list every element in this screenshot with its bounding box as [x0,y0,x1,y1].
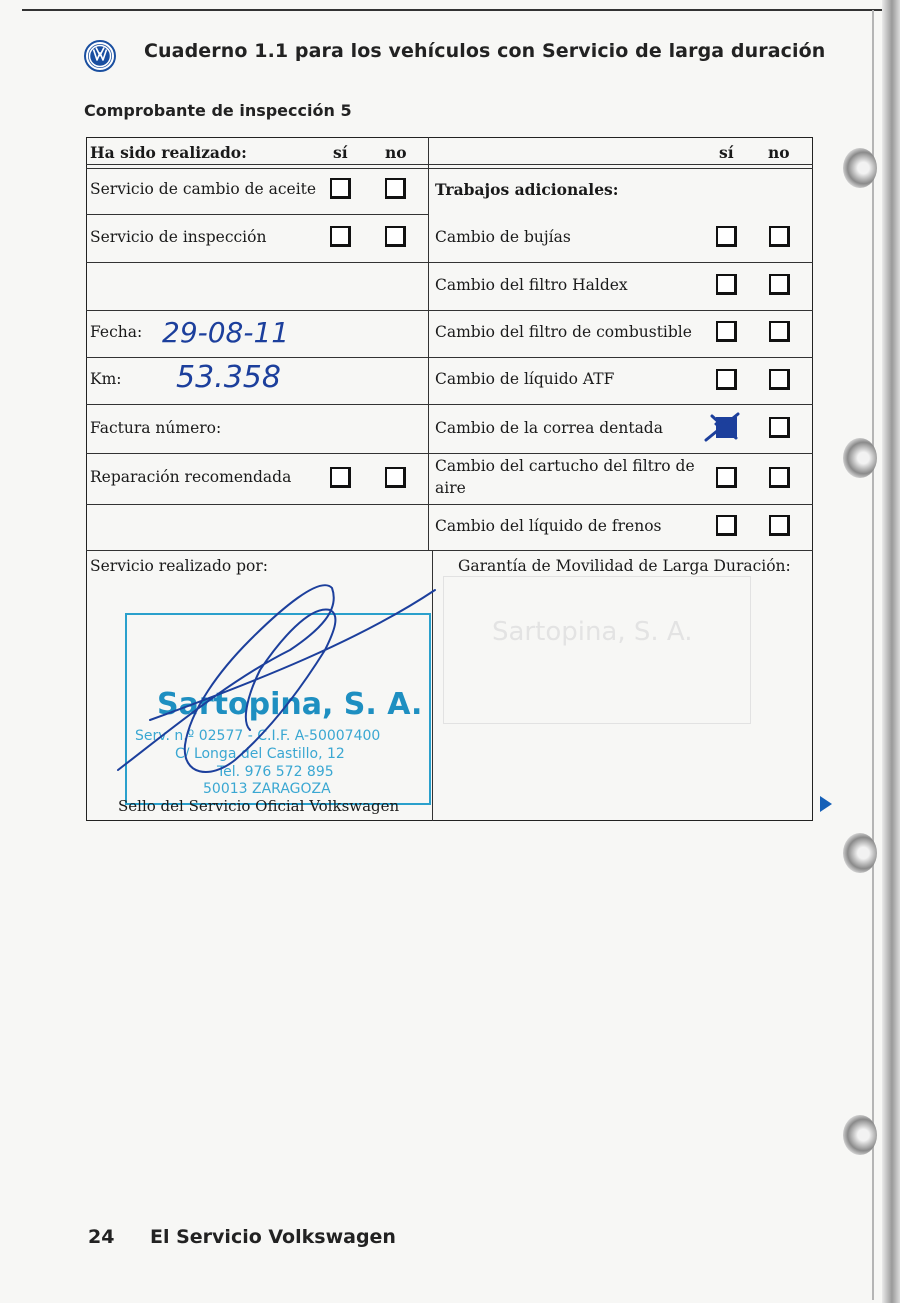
checkbox-no[interactable] [769,321,790,342]
checkbox-si[interactable] [330,226,351,247]
binder-ring [843,438,877,478]
next-page-arrow-icon [820,796,832,812]
signature [110,570,440,810]
binder-ring [843,833,877,873]
row-label: Servicio de cambio de aceite [90,180,317,198]
vw-logo-icon [84,40,116,72]
checkbox-no[interactable] [769,226,790,247]
sello-label: Sello del Servicio Oficial Volkswagen [118,797,400,815]
checkbox-si[interactable] [716,321,737,342]
checkbox-no[interactable] [769,515,790,536]
row-rule [86,357,428,358]
checkbox-no[interactable] [769,417,790,438]
row-rule [428,262,813,263]
row-rule [428,357,813,358]
km-label: Km: [90,370,122,388]
column-divider [428,137,429,550]
binding-edge [882,0,900,1303]
row-label: Cambio del líquido de frenos [435,517,662,535]
checkbox-no[interactable] [769,467,790,488]
check-mark-icon [702,410,742,446]
reparacion-label: Reparación recomendada [90,468,292,486]
stamp-name: Sartopina, S. A. [157,687,423,722]
checkbox-no[interactable] [385,226,406,247]
row-rule [428,504,813,505]
checkbox-no[interactable] [385,178,406,199]
stamp-line: C/ Longa del Castillo, 12 [175,746,345,762]
page-number: 24 [88,1226,115,1248]
stamp-line: 50013 ZARAGOZA [203,781,331,797]
garantia-label: Garantía de Movilidad de Larga Duración: [458,557,791,575]
row-rule [428,404,813,405]
checkbox-si[interactable] [716,515,737,536]
binder-ring [843,1115,877,1155]
row-label: Cambio de la correa dentada [435,419,663,437]
row-rule [428,310,813,311]
fecha-value: 29-08-11 [162,316,290,349]
row-label: Cambio del cartucho del filtro de [435,457,695,475]
stamp-line: Serv. n.º 02577 - C.I.F. A-50007400 [135,728,381,744]
row-label: Cambio del filtro Haldex [435,276,628,294]
section-subheading: Comprobante de inspección 5 [84,101,352,120]
ghost-stamp-name: Sartopina, S. A. [492,617,693,647]
binder-ring [843,148,877,188]
row-rule [86,504,428,505]
servicio-label: Servicio realizado por: [90,557,269,575]
top-rule [22,9,890,11]
row-label: Cambio de líquido ATF [435,370,615,388]
page-edge-line [872,10,874,1300]
show-through-stamp [443,576,751,724]
row-label: Cambio de bujías [435,228,571,246]
checkbox-si[interactable] [330,178,351,199]
stamp-line: Tel. 976 572 895 [217,764,334,780]
checkbox-no[interactable] [769,369,790,390]
page-heading: Cuaderno 1.1 para los vehículos con Servicio de larga duración [144,40,826,62]
km-value: 53.358 [176,360,281,395]
footer-section-title: El Servicio Volkswagen [150,1226,396,1248]
row-rule [86,214,428,215]
checkbox-si[interactable] [716,467,737,488]
row-rule [86,310,428,311]
trabajos-title: Trabajos adicionales: [435,180,619,199]
checkbox-no[interactable] [769,274,790,295]
col-si-label: sí [719,143,734,162]
col-si-label: sí [333,143,348,162]
row-label-cont: aire [435,479,466,497]
checkbox-si[interactable] [716,369,737,390]
fecha-label: Fecha: [90,323,143,341]
row-rule [428,453,813,454]
checkbox-si[interactable] [716,274,737,295]
checkbox-si[interactable] [330,467,351,488]
header-rule [86,164,813,169]
header-label: Ha sido realizado: [90,143,247,162]
row-rule [86,453,428,454]
checkbox-si[interactable] [716,226,737,247]
col-no-label: no [385,143,407,162]
section-rule [86,550,813,551]
row-label: Servicio de inspección [90,228,267,246]
row-rule [86,404,428,405]
row-rule [86,262,428,263]
checkbox-no[interactable] [385,467,406,488]
factura-label: Factura número: [90,419,222,437]
row-label: Cambio del filtro de combustible [435,323,692,341]
col-no-label: no [768,143,790,162]
